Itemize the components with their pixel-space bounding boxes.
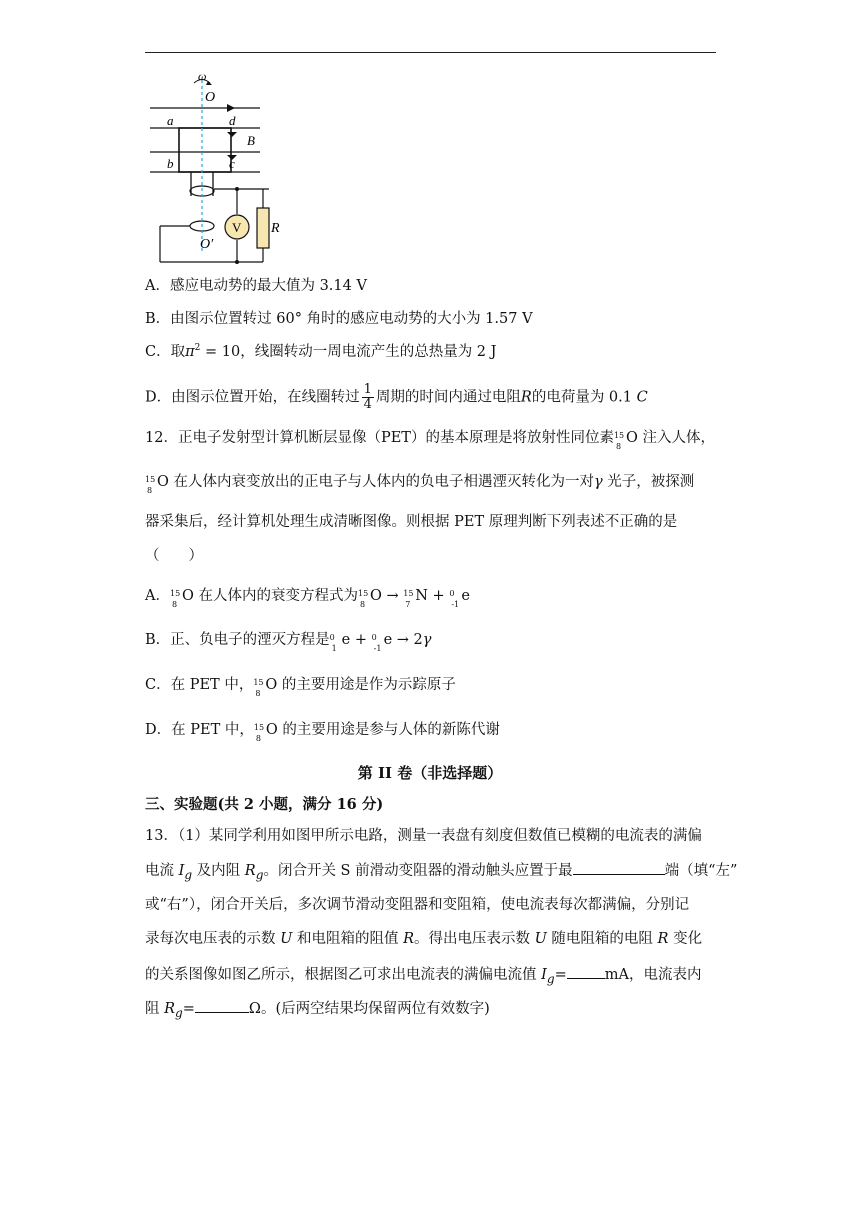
answer-blank-current[interactable]	[567, 964, 605, 979]
coil-circuit-figure	[145, 66, 285, 266]
q11-option-d: D．由图示位置开始，在线圈转过 $\frac{1}{4}$ 周期的时间内通过电阻R的电荷量为 0.1 C	[145, 382, 648, 412]
q11-option-b: B．由图示位置转过 60° 角时的感应电动势的大小为 1.57 V	[145, 311, 533, 327]
q12-stem-line-4: （ ）	[145, 548, 203, 564]
answer-blank-direction[interactable]	[573, 860, 665, 875]
corner-c-label: c	[229, 156, 235, 171]
q12-stem-line-3: 器采集后，经计算机处理生成清晰图像。则根据 PET 原理判断下列表述不正确的是	[145, 514, 678, 530]
fraction-one-quarter: $\frac{1}{4}$	[363, 382, 372, 412]
header-rule	[145, 52, 716, 53]
answer-blank-resistance[interactable]	[195, 998, 249, 1013]
q13-line-4: 录每次电压表的示数 U 和电阻箱的阻值 R。得出电压表示数 U 随电阻箱的电阻 R 变化	[145, 931, 703, 947]
q12-option-c: C．在 PET 中， 15 8 O 的主要用途是作为示踪原子	[145, 677, 456, 698]
section-subtitle: 三、实验题(共 2 小题，满分 16 分)	[145, 796, 384, 813]
q12-option-d: D．在 PET 中， 15 8 O 的主要用途是参与人体的新陈代谢	[145, 722, 500, 743]
axis-o-prime-label: O′	[200, 237, 214, 252]
q13-line-5: 的关系图像如图乙所示，根据图乙可求出电流表的满偏电流值 $I_g=$ mA，电流表内	[145, 964, 701, 989]
q13-line-2: 电流 $I_g$ 及内阻 $R_g$。闭合开关 S 前滑动变阻器的滑动触头应置于最 端（填“左”	[145, 860, 737, 885]
q12-option-a: A． 15 8 O 在人体内的衰变方程式为 15 8 O → 15 7 N + 0 -1 e	[145, 588, 470, 609]
resistor-label: R	[271, 221, 280, 236]
corner-b-label: b	[167, 156, 174, 171]
section-title: 第 II 卷（非选择题）	[357, 764, 503, 782]
corner-d-label: d	[229, 113, 236, 128]
q13-line-3: 或“右”），闭合开关后，多次调节滑动变阻器和变阻箱，使电流表每次都满偏，分别记	[145, 897, 690, 913]
axis-o-label: O	[205, 90, 216, 105]
corner-a-label: a	[167, 113, 174, 128]
q13-line-6: 阻 $R_g= \Omega$。(后两空结果均保留两位有效数字)	[145, 998, 490, 1023]
voltmeter-label: V	[232, 220, 242, 235]
q11-option-a: A．感应电动势的最大值为 3.14 V	[145, 278, 367, 294]
q11-option-c: C．取$\pi^2 = 10$，线圈转动一周电流产生的总热量为 2 J	[145, 343, 497, 360]
q12-stem-line-1: 12．正电子发射型计算机断层显像（PET）的基本原理是将放射性同位素 15 8 O 注入人体，	[145, 430, 715, 451]
q12-stem-line-2: 15 8 O 在人体内衰变放出的正电子与人体内的负电子相遇湮灭转化为一对γ 光子，被探测	[145, 474, 695, 495]
q13-line-1: 13．（1）某同学利用如图甲所示电路，测量一表盘有刻度但数值已模糊的电流表的满偏	[145, 828, 702, 844]
field-b-label: B	[247, 133, 255, 148]
q12-option-b: B．正、负电子的湮灭方程是 0 1 e + 0 -1 e → 2γ	[145, 632, 432, 653]
omega-label: ω	[198, 69, 207, 83]
